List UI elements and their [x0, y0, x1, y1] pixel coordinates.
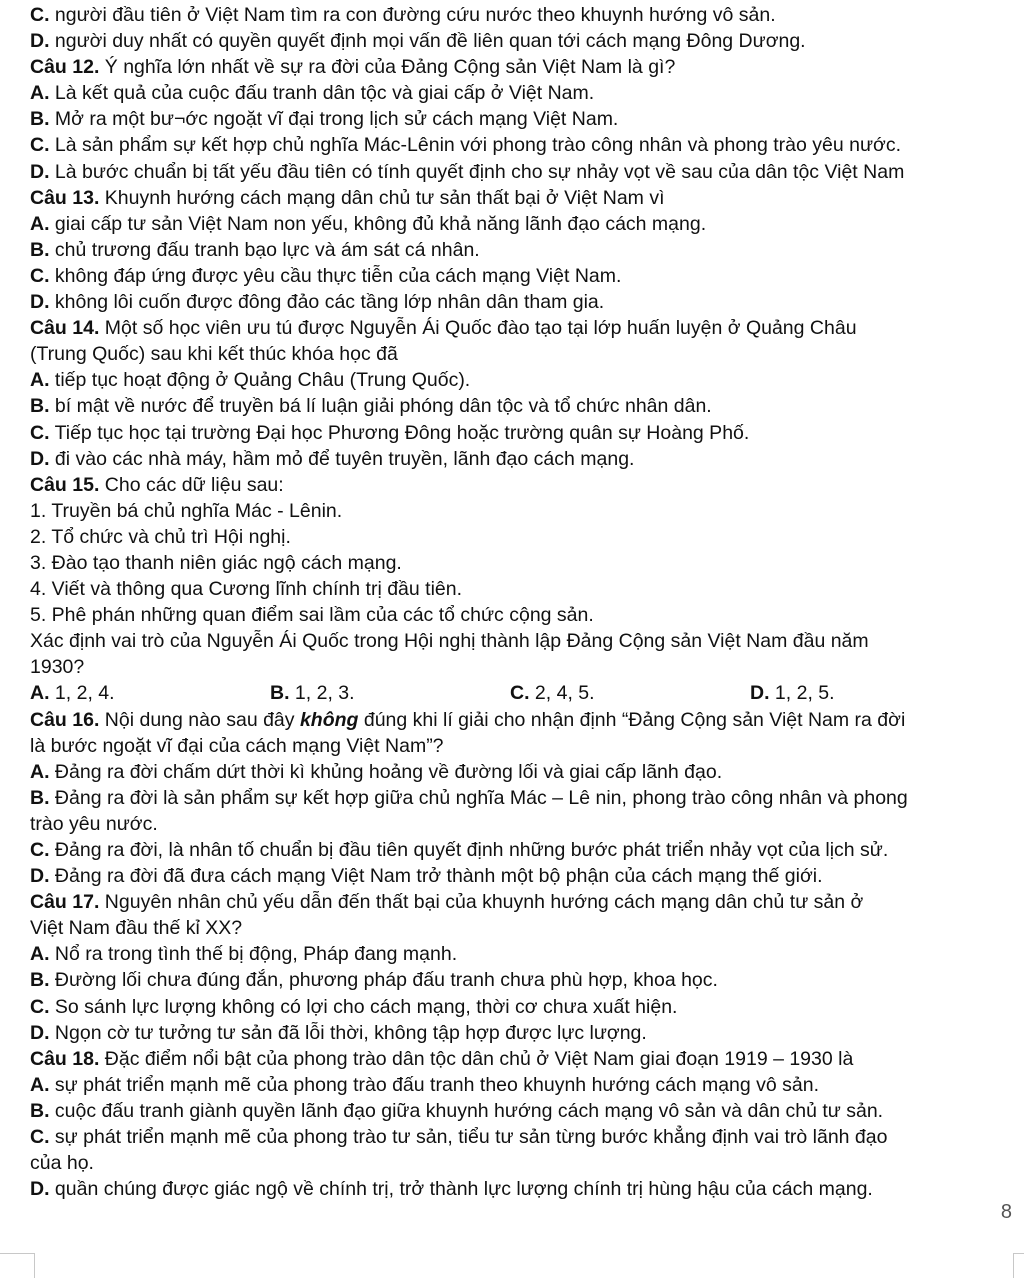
option-letter: B.: [30, 786, 50, 809]
q16-option-b-continued: [30, 811, 1024, 837]
q16-option-a: [30, 759, 1024, 785]
option-text: 1, 2, 5.: [769, 682, 835, 705]
option-letter: D.: [30, 291, 50, 314]
q16-stem-continued: [30, 733, 1024, 759]
q12-option-c: [30, 132, 1024, 158]
option-letter: A.: [30, 369, 50, 392]
question-list: [30, 2, 1024, 1202]
q15-option-a: [30, 680, 115, 706]
option-text: Là kết quả của cuộc đấu tranh dân tộc và giai cấp ở Việt Nam.: [49, 82, 595, 105]
q15-data-item-2: 2. Tổ chức và chủ trì Hội nghị.: [30, 525, 291, 548]
option-text: 1, 2, 3.: [289, 682, 355, 705]
q11-option-d: [30, 28, 1024, 54]
q17-option-a: [30, 941, 1024, 967]
q18-stem: [30, 1046, 1024, 1072]
q17-option-b: [30, 967, 1024, 993]
q14-option-a: [30, 367, 1024, 393]
q15-data-item-4: 4. Viết và thông qua Cương lĩnh chính trị đầu tiên.: [30, 578, 463, 601]
q15-prompt-continued: 1930?: [30, 656, 85, 679]
option-text: Đảng ra đời, là nhân tố chuẩn bị đầu tiên quyết định những bước phát triển nhảy vọt của lịch sử.: [49, 839, 889, 861]
option-letter: B.: [30, 1099, 50, 1122]
option-text: Nổ ra trong tình thế bị động, Pháp đang mạnh.: [49, 943, 458, 966]
option-text: Là bước chuẩn bị tất yếu đầu tiên có tính quyết định cho sự nhảy vọt về sau của dân tộc Việt Nam: [49, 160, 905, 183]
question-label: Câu 14.: [30, 317, 100, 340]
page-number: 8: [1000, 1201, 1012, 1223]
option-letter: C.: [30, 1126, 50, 1149]
option-letter: B.: [30, 395, 50, 418]
q15-data-item-5: 5. Phê phán những quan điểm sai lầm của các tổ chức cộng sản.: [30, 604, 594, 627]
q14-option-b: [30, 393, 1024, 419]
q12-option-d: [30, 159, 1024, 185]
q13-option-d: [30, 289, 1024, 315]
option-letter: A.: [30, 682, 50, 705]
option-letter: B.: [30, 238, 50, 261]
option-letter: D.: [30, 30, 50, 53]
q17-option-d: [30, 1020, 1024, 1046]
option-letter: C.: [30, 4, 50, 26]
question-label: Câu 13.: [30, 186, 100, 209]
question-label: Câu 12.: [30, 56, 100, 79]
q14-option-d: [30, 446, 1024, 472]
q13-stem: [30, 185, 1024, 211]
question-text: Nguyên nhân chủ yếu dẫn đến thất bại của khuynh hướng cách mạng dân chủ tư sản ở: [99, 891, 864, 914]
option-text: Đảng ra đời là sản phẩm sự kết hợp giữa chủ nghĩa Mác – Lê nin, phong trào công nhân và phong: [49, 786, 908, 809]
q16-option-c: [30, 837, 1024, 863]
q14-stem-continued: [30, 341, 1024, 367]
option-text: Đảng ra đời chấm dứt thời kì khủng hoảng về đường lối và giai cấp lãnh đạo.: [49, 760, 723, 783]
q15-prompt: Xác định vai trò của Nguyễn Ái Quốc trong Hội nghị thành lập Đảng Cộng sản Việt Nam đầu năm: [30, 630, 869, 653]
q18-option-c: [30, 1124, 1024, 1150]
q18-option-b: [30, 1098, 1024, 1124]
q12-option-a: [30, 80, 1024, 106]
option-text: trào yêu nước.: [30, 812, 158, 835]
q16-stem: [30, 707, 1024, 733]
option-text: cuộc đấu tranh giành quyền lãnh đạo giữa khuynh hướng cách mạng vô sản và dân chủ tư sản.: [49, 1099, 884, 1122]
question-label: Câu 18.: [30, 1047, 100, 1070]
q15-option-b: [270, 680, 355, 706]
option-text: tiếp tục hoạt động ở Quảng Châu (Trung Quốc).: [49, 369, 471, 392]
q15-data-item-3: 3. Đào tạo thanh niên giác ngộ cách mạng.: [30, 551, 402, 574]
option-text: Là sản phẩm sự kết hợp chủ nghĩa Mác-Lênin với phong trào công nhân và phong trào yêu nước.: [49, 134, 901, 157]
option-letter: B.: [30, 969, 50, 992]
option-text: sự phát triển mạnh mẽ của phong trào đấu tranh theo khuynh hướng cách mạng vô sản.: [49, 1073, 820, 1096]
option-letter: D.: [30, 447, 50, 470]
option-text: giai cấp tư sản Việt Nam non yếu, không đủ khả năng lãnh đạo cách mạng.: [49, 212, 707, 235]
option-text: 1, 2, 4.: [49, 682, 115, 705]
option-text: 2, 4, 5.: [529, 682, 595, 705]
question-text: (Trung Quốc) sau khi kết thúc khóa học đã: [30, 343, 398, 366]
option-letter: A.: [30, 1073, 50, 1096]
option-letter: D.: [750, 682, 770, 705]
option-letter: C.: [30, 421, 50, 444]
question-text: Đặc điểm nổi bật của phong trào dân tộc dân chủ ở Việt Nam giai đoạn 1919 – 1930 là: [99, 1047, 854, 1070]
option-text: Tiếp tục học tại trường Đại học Phương Đông hoặc trường quân sự Hoàng Phố.: [49, 421, 750, 444]
option-text: Đường lối chưa đúng đắn, phương pháp đấu tranh chưa phù hợp, khoa học.: [49, 969, 718, 992]
q15-option-d: [750, 680, 835, 706]
q15-option-c: [510, 680, 595, 706]
option-text: quần chúng được giác ngộ về chính trị, trở thành lực lượng chính trị hùng hậu của cách mạng.: [49, 1178, 873, 1201]
q15-options: [30, 680, 1024, 706]
option-text: sự phát triển mạnh mẽ của phong trào tư sản, tiểu tư sản từng bước khẳng định vai trò lãnh đạo: [49, 1126, 888, 1149]
question-text: Việt Nam đầu thế kỉ XX?: [30, 917, 243, 940]
option-letter: A.: [30, 82, 50, 105]
q13-option-a: [30, 211, 1024, 237]
question-text: Một số học viên ưu tú được Nguyễn Ái Quốc đào tạo tại lớp huấn luyện ở Quảng Châu: [99, 317, 857, 340]
question-text: Ý nghĩa lớn nhất về sự ra đời của Đảng Cộng sản Việt Nam là gì?: [99, 56, 676, 79]
q15-stem: [30, 472, 1024, 498]
question-text: Nội dung nào sau đây: [99, 708, 300, 731]
option-text: đi vào các nhà máy, hầm mỏ để tuyên truyền, lãnh đạo cách mạng.: [49, 447, 635, 470]
question-label: Câu 17.: [30, 891, 100, 914]
question-text: là bước ngoặt vĩ đại của cách mạng Việt Nam”?: [30, 734, 444, 757]
option-text: Ngọn cờ tư tưởng tư sản đã lỗi thời, không tập hợp được lực lượng.: [49, 1021, 647, 1044]
option-text: So sánh lực lượng không có lợi cho cách mạng, thời cơ chưa xuất hiện.: [49, 995, 678, 1018]
q12-stem: [30, 54, 1024, 80]
option-letter: C.: [30, 839, 50, 861]
page-corner-mark-left: [0, 1253, 35, 1278]
option-letter: B.: [270, 682, 290, 705]
option-text: chủ trương đấu tranh bạo lực và ám sát cá nhân.: [49, 238, 480, 261]
q11-option-c: [30, 2, 1024, 28]
page-corner-mark-right: [1013, 1253, 1024, 1278]
option-letter: A.: [30, 943, 50, 966]
q16-option-d: [30, 863, 1024, 889]
q14-stem: [30, 315, 1024, 341]
q17-stem-continued: [30, 915, 1024, 941]
question-text: Khuynh hướng cách mạng dân chủ tư sản thất bại ở Việt Nam vì: [99, 186, 665, 209]
question-text: Cho các dữ liệu sau:: [99, 473, 284, 496]
question-label: Câu 16.: [30, 708, 100, 731]
q17-option-c: [30, 994, 1024, 1020]
q12-option-b: [30, 106, 1024, 132]
option-letter: C.: [30, 264, 50, 287]
option-letter: C.: [510, 682, 530, 705]
question-text: đúng khi lí giải cho nhận định “Đảng Cộng sản Việt Nam ra đời: [358, 708, 906, 731]
question-label: Câu 15.: [30, 473, 100, 496]
option-letter: A.: [30, 212, 50, 235]
option-text: không đáp ứng được yêu cầu thực tiễn của cách mạng Việt Nam.: [49, 264, 622, 287]
option-letter: C.: [30, 134, 50, 157]
q18-option-d: [30, 1176, 1024, 1202]
question-emphasis: không: [299, 708, 359, 731]
option-text: bí mật về nước để truyền bá lí luận giải phóng dân tộc và tổ chức nhân dân.: [49, 395, 712, 418]
option-text: Mở ra một bư¬ớc ngoặt vĩ đại trong lịch sử cách mạng Việt Nam.: [49, 108, 619, 131]
option-letter: B.: [30, 108, 50, 131]
option-letter: C.: [30, 995, 50, 1018]
q18-option-c-continued: [30, 1150, 1024, 1176]
q17-stem: [30, 889, 1024, 915]
q18-option-a: [30, 1072, 1024, 1098]
option-text: người duy nhất có quyền quyết định mọi vấn đề liên quan tới cách mạng Đông Dương.: [49, 30, 806, 53]
q16-option-b: [30, 785, 1024, 811]
option-letter: D.: [30, 1021, 50, 1044]
option-letter: D.: [30, 865, 50, 888]
q14-option-c: [30, 420, 1024, 446]
option-text: không lôi cuốn được đông đảo các tầng lớp nhân dân tham gia.: [49, 291, 605, 314]
option-text: Đảng ra đời đã đưa cách mạng Việt Nam trở thành một bộ phận của cách mạng thế giới.: [49, 865, 823, 888]
option-letter: D.: [30, 160, 50, 183]
q13-option-c: [30, 263, 1024, 289]
option-text: người đầu tiên ở Việt Nam tìm ra con đường cứu nước theo khuynh hướng vô sản.: [49, 4, 776, 26]
option-letter: D.: [30, 1178, 50, 1201]
option-text: của họ.: [30, 1152, 94, 1175]
option-letter: A.: [30, 760, 50, 783]
q13-option-b: [30, 237, 1024, 263]
q15-data-item-1: 1. Truyền bá chủ nghĩa Mác - Lênin.: [30, 499, 343, 522]
